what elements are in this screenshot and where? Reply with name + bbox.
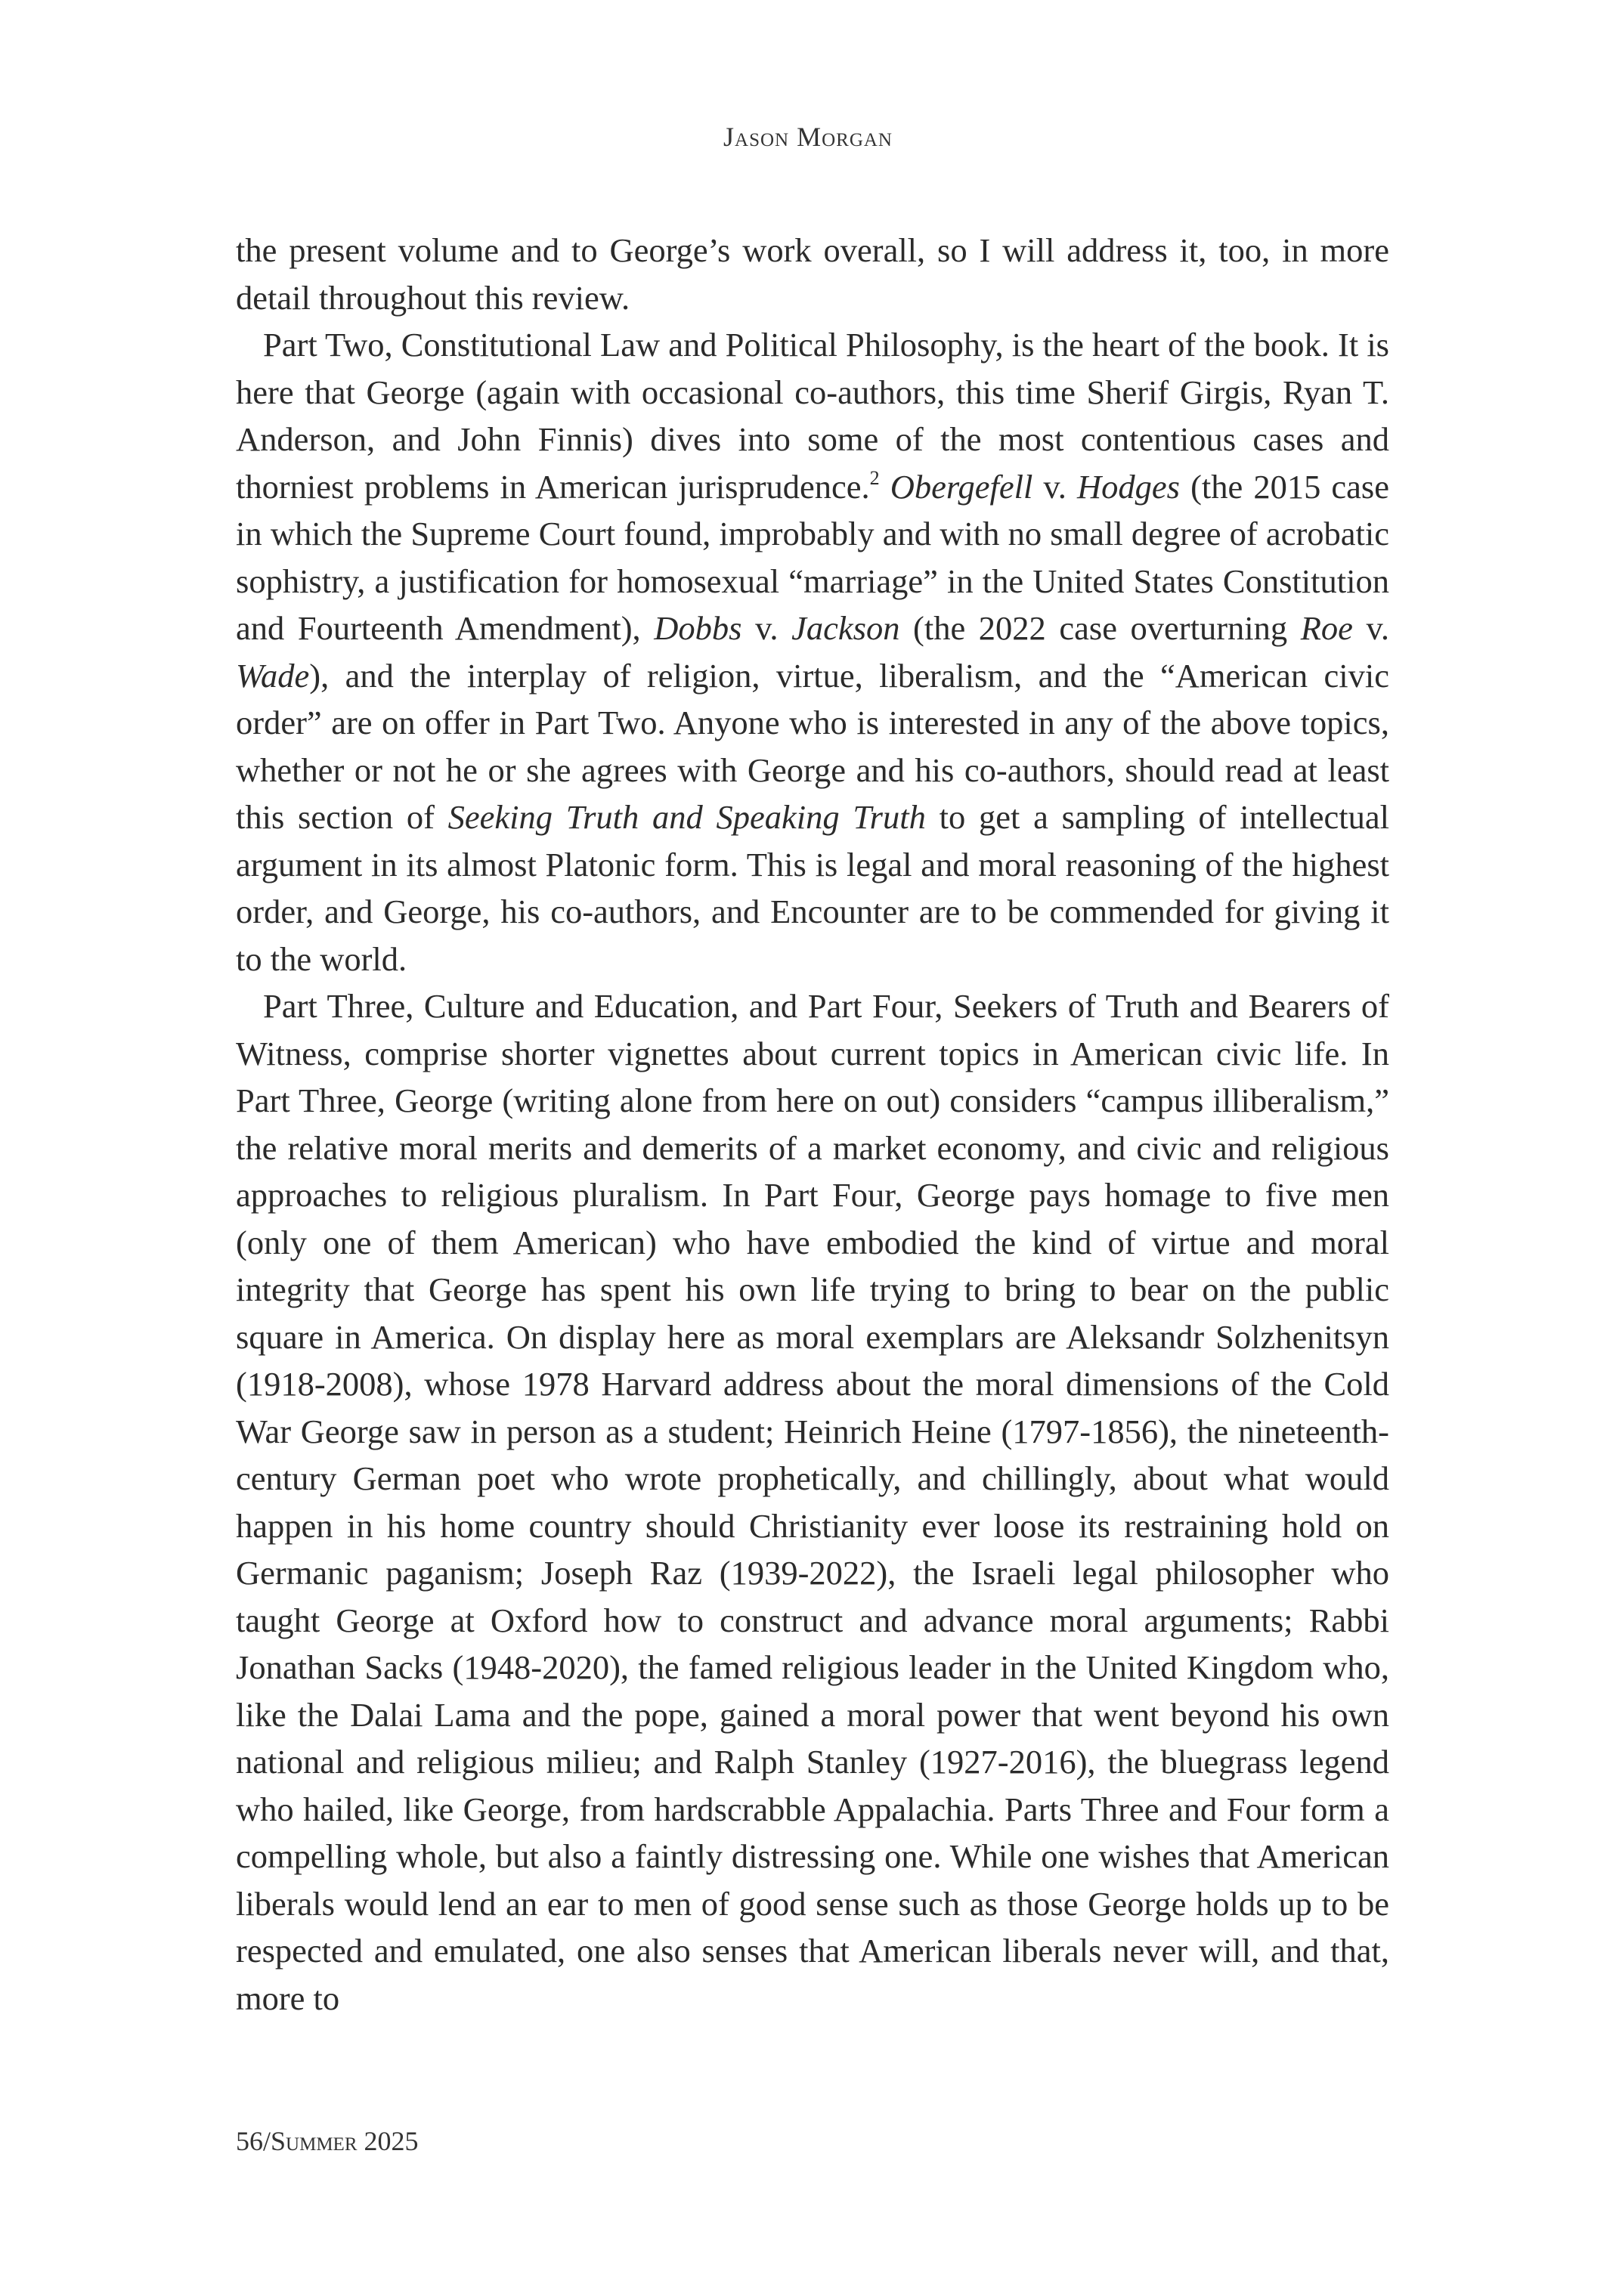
book-title-italic: Seeking Truth and Speaking Truth — [447, 798, 926, 836]
running-head: Jason Morgan — [723, 122, 893, 152]
case-name-italic: Obergefell — [890, 467, 1033, 506]
page-number: 56 — [236, 2126, 263, 2156]
case-name-italic: Wade — [236, 656, 310, 695]
case-name-italic: Hodges — [1077, 467, 1180, 506]
text-run: (the 2022 case overturning — [899, 609, 1301, 647]
issue-year: 2025 — [364, 2126, 419, 2156]
text-run: v. — [1032, 467, 1078, 506]
text-run: to get a sampling of intellectual argument in its almost Platonic form. This is legal and moral reasoning of the highest order, and George, his co-authors, and Encounter are to be commended for giving it to the world. — [236, 798, 1389, 978]
text-run: v. — [1352, 609, 1389, 647]
footnote-ref[interactable]: 2 — [869, 466, 880, 489]
text-run: ), and the interplay of religion, virtue, liberalism, and the “American civic order” are on offer in Part Two. Anyone who is interested in any of the above topics, whether or not he or she agrees with George and his co-authors, should read at least this section of — [236, 656, 1389, 836]
text-run: v. — [741, 609, 792, 647]
footer-space — [358, 2126, 364, 2156]
paragraph-parts-three-four: Part Three, Culture and Education, and Part Four, Seekers of Truth and Bearers of Witness, comprise shorter vignettes about current topics in American civic life. In Part Three, George (writing alone from here on out) considers “campus illiberalism,” the relative moral merits and demerits of a market economy, and civic and religious approaches to religious pluralism. In Part Four, George pays homage to five men (only one of them American) who have embodied the kind of virtue and moral integrity that George has spent his own life trying to bring to bear on the public square in America. On display here as moral exemplars are Aleksandr Solzhenitsyn (1918-2008), whose 1978 Harvard address about the moral dimensions of the Cold War George saw in person as a student; Heinrich Heine (1797-1856), the nineteenth-century German poet who wrote prophetically, and chillingly, about what would happen in his home country should Christianity ever loose its restraining hold on Germanic paganism; Joseph Raz (1939-2022), the Israeli legal philosopher who taught George at Oxford how to construct and advance moral arguments; Rabbi Jonathan Sacks (1948-2020), the famed religious leader in the United Kingdom who, like the Dalai Lama and the pope, gained a moral power that went beyond his own national and religious milieu; and Ralph Stanley (1927-2016), the bluegrass legend who hailed, like George, from hardscrabble Appalachia. Parts Three and Four form a compelling whole, but also a faintly distressing one. While one wishes that American liberals would lend an ear to men of good sense such as those George holds up to be respected and emulated, one also senses that American liberals never will, and that, more to — [236, 987, 1389, 2017]
case-name-italic: Roe — [1300, 609, 1353, 647]
paragraph-continued: the present volume and to George’s work overall, so I will address it, too, in more detail throughout this review. — [236, 231, 1389, 317]
issue-season: Summer — [271, 2126, 358, 2156]
text-run: (the 2015 case in which the Supreme Court found, improbably and with no small degree of acrobatic sophistry, a justification for homosexual “marriage” in the United States Constitution and Fourteenth Amendment), — [236, 467, 1389, 647]
text-run: Part Two, Constitutional Law and Political Philosophy, is the heart of the book. It is here that George (again with occasional co-authors, this time Sherif Girgis, Ryan T. Anderson, and John Finnis) dives into some of the most contentious cases and thorniest problems in American jurisprudence. — [236, 326, 1389, 506]
article-body — [236, 227, 1389, 2022]
paragraph-part-two — [236, 321, 1389, 982]
text-run — [880, 468, 890, 506]
case-name-italic: Dobbs — [654, 609, 742, 647]
case-name-italic: Jackson — [791, 609, 900, 647]
footer-separator: / — [263, 2126, 271, 2156]
page-footer — [236, 2125, 419, 2157]
